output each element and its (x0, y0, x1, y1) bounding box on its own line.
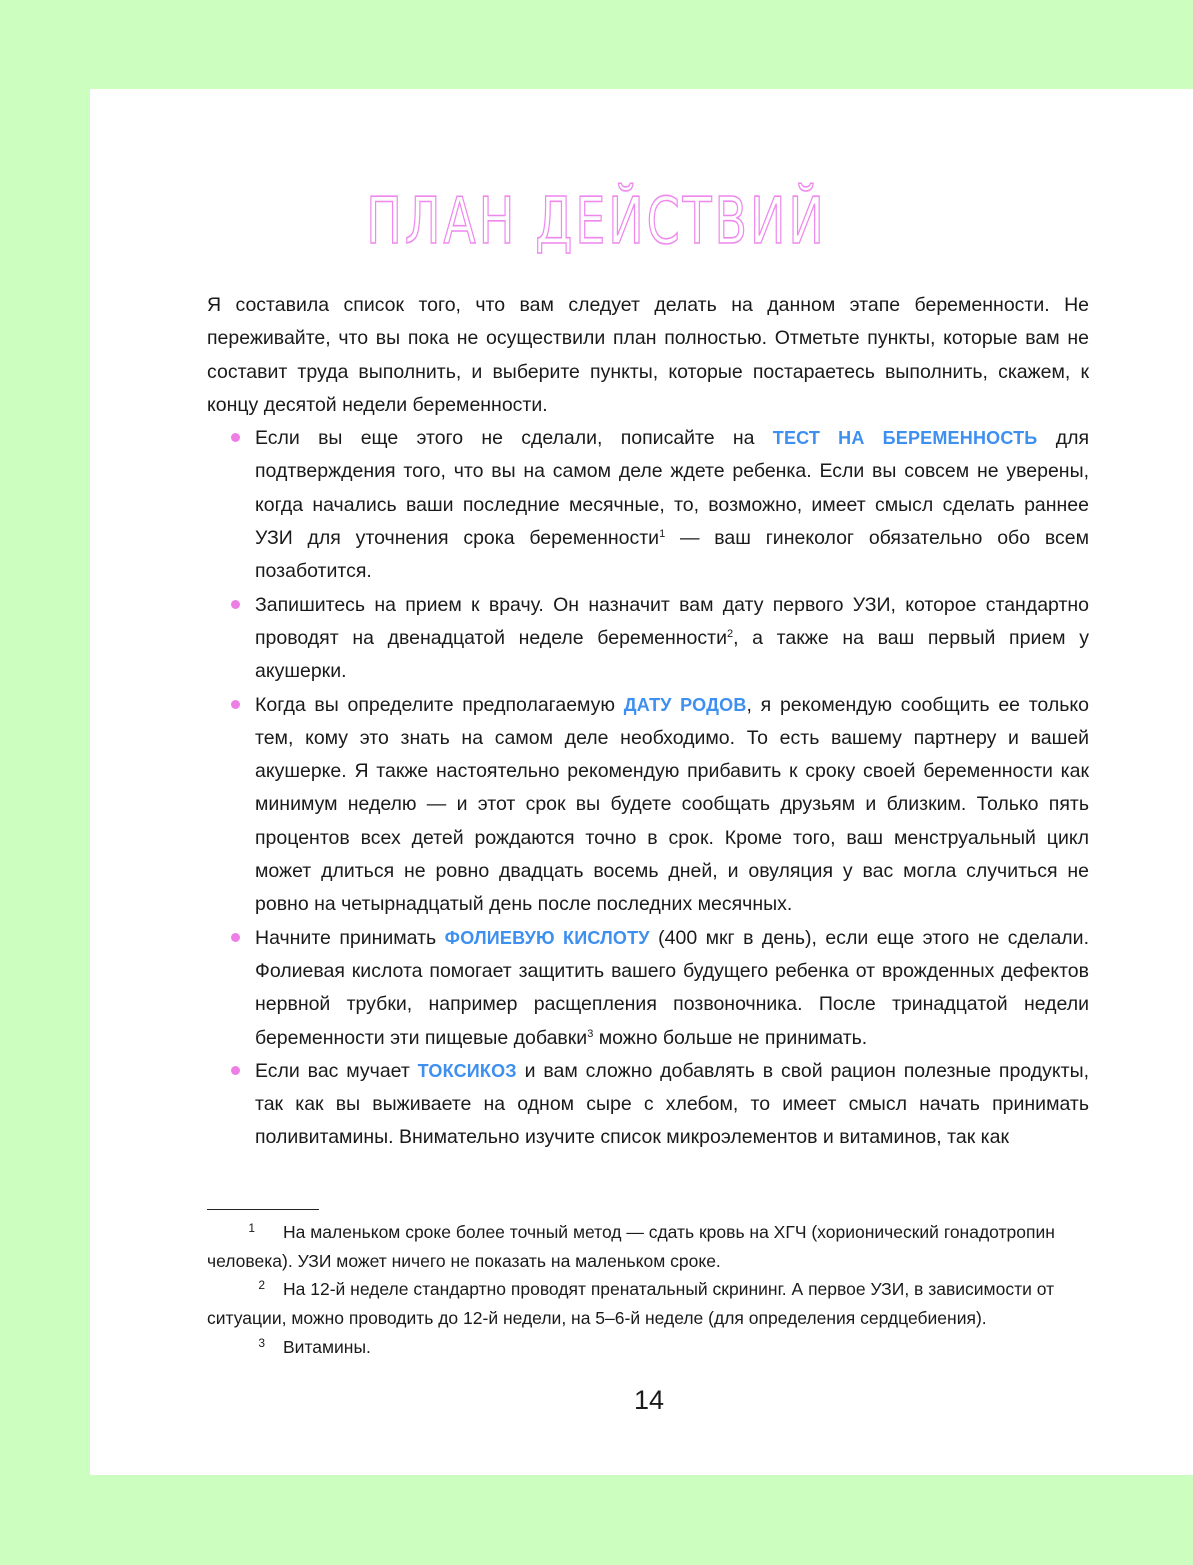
footnote-text: На 12-й неделе стандартно проводят пренатальный скрининг. А первое УЗИ, в зависимости от ситуации, можно проводить до 12-й недели, на 5–6-й неделе (для определения сердцебиения). (207, 1279, 1055, 1329)
item-text: Запишитесь на прием к врачу. Он назначит вам дату первого УЗИ, которое стандартно проводят на двенадцатой неделе беременности (255, 593, 1089, 649)
footnote-ref[interactable]: 2 (726, 627, 734, 640)
list-item (207, 689, 1089, 922)
footnote-divider (207, 1209, 319, 1210)
item-text: Начните принимать (255, 926, 445, 949)
item-text: — ваш гинеколог обязательно обо всем позаботится. (255, 527, 1089, 583)
footnotes (207, 1218, 1092, 1362)
list-item (207, 589, 1089, 689)
item-text: можно больше не принимать. (593, 1026, 868, 1049)
bullet-dot-icon (231, 433, 240, 442)
bullet-dot-icon (231, 700, 240, 709)
footnote-number: 1 (248, 1221, 255, 1235)
item-text: Когда вы определите предполагаемую (255, 693, 624, 716)
item-text: и вам сложно добавлять в свой рацион полезные продукты, так как вы выживаете на одном сыре с хлебом, то имеет смысл начать принимать поливитамины. Внимательно изучите список микроэлементов и витаминов, так как (255, 1059, 1089, 1149)
page-number: 14 (633, 1385, 665, 1415)
intro-paragraph: Я составила список того, что вам следует делать на данном этапе беременности. Не переживайте, что вы пока не осуществили план полностью. Отметьте пункты, которые вам не составит труда выполнить, и выберите пункты, которые постараетесь выполнить, скажем, к концу десятой недели беременности. (207, 294, 1089, 416)
list-item (207, 422, 1089, 588)
footnote-number: 3 (258, 1335, 265, 1350)
footnote-number: 2 (258, 1278, 265, 1293)
list-item (207, 922, 1089, 1055)
list-item (207, 1055, 1089, 1155)
footnote-ref[interactable]: 3 (587, 1027, 594, 1040)
bullet-dot-icon (231, 600, 240, 609)
keyword-folic-acid[interactable]: ФОЛИЕВУЮ КИСЛОТУ (444, 927, 650, 948)
footnote (207, 1333, 1092, 1362)
page-title: ПЛАН ДЕЙСТВИЙ (366, 185, 827, 259)
footnote-text: Витамины. (283, 1336, 371, 1357)
item-text: для подтверждения того, что вы на самом деле ждете ребенка. Если вы совсем не уверены, когда начались ваши последние месячные, то, возможно, имеет смысл сделать раннее УЗИ для уточнения срока беременности (255, 427, 1090, 550)
keyword-due-date[interactable]: ДАТУ РОДОВ (623, 694, 747, 715)
action-list (207, 422, 1089, 1155)
footnote-text: На маленьком сроке более точный метод — сдать кровь на ХГЧ (хорионический гонадотропин человека). УЗИ может ничего не показать на маленьком сроке. (207, 1222, 1055, 1271)
item-text: , я рекомендую сообщить ее только тем, кому это знать на самом деле необходимо. То есть вашему партнеру и вашей акушерке. Я также настоятельно рекомендую прибавить к сроку своей беременности как минимум неделю — и этот срок вы будете сообщать друзьям и близким. Только пять процентов всех детей рождаются точно в срок. Кроме того, ваш менструальный цикл может длиться не ровно двадцать восемь дней, и овуляция у вас могла случиться не ровно на четырнадцатый день после последних месячных. (255, 693, 1089, 916)
keyword-toxicosis[interactable]: ТОКСИКОЗ (417, 1060, 517, 1081)
footnote-ref[interactable]: 1 (659, 528, 666, 541)
footnote (207, 1275, 1092, 1332)
item-text: Если вас мучает (255, 1059, 418, 1082)
item-text: Если вы еще этого не сделали, пописайте на (255, 427, 773, 450)
item-text: , а также на ваш первый прием у акушерки. (255, 626, 1089, 683)
footnote (207, 1218, 1092, 1275)
keyword-pregnancy-test[interactable]: ТЕСТ НА БЕРЕМЕННОСТЬ (772, 428, 1038, 449)
item-text: (400 мкг в день), если еще этого не сделали. Фолиевая кислота помогает защитить вашего будущего ребенка от врожденных дефектов нервной трубки, например расщепления позвоночника. После тринадцатой недели беременности эти пищевые добавки (255, 926, 1089, 1049)
bullet-dot-icon (231, 1066, 240, 1075)
bullet-dot-icon (231, 933, 240, 942)
body-text (207, 289, 1089, 1155)
